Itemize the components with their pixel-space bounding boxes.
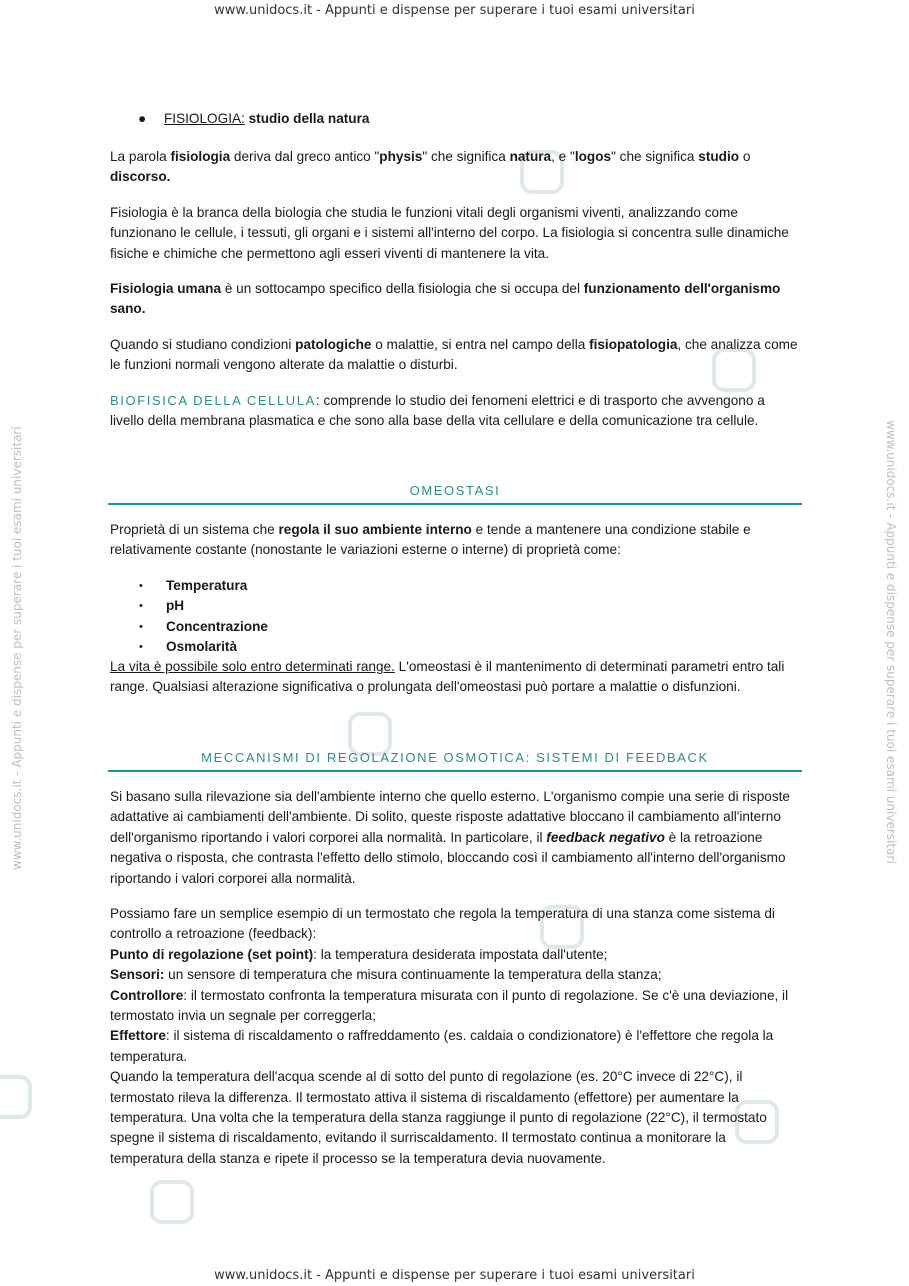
list-item: • Concentrazione	[138, 617, 538, 637]
list-item: • pH	[138, 596, 538, 616]
fisiologia-subtitle: studio della natura	[244, 111, 370, 126]
bullet-icon: ●	[138, 111, 147, 126]
section-divider	[108, 770, 802, 772]
section-divider	[108, 503, 802, 505]
paragraph-definition: Fisiologia è la branca della biologia che studia le funzioni vitali degli organismi viventi, analizzando come funzionano le cellule, i tessuti, gli organi e i sistemi all'interno del corpo. La fisiologia si concentra sulle dinamiche fisiche e chimiche che permettono agli esseri viventi di mantenere la vita.	[110, 205, 789, 261]
paragraph-closing: Quando la temperatura dell'acqua scende al di sotto del punto di regolazione (es. 20°C invece di 22°C), il termostato rileva la differenza. Il termostato attiva il sistema di riscaldamento (effettore) per aumentare la temperatura. Una volta che la temperatura della stanza raggiunge il punto di regolazione (22°C), il termostato spegne il sistema di riscaldamento, evitando il surriscaldamento. Il termostato continua a monitorare la temperatura della stanza e ripete il processo se la temperatura devia nuovamente.	[110, 1069, 767, 1166]
paragraph-etymology: La parola fisiologia deriva dal greco antico "physis" che significa natura, e "logos" che significa studio o discorso.	[110, 149, 751, 185]
paragraph-human-physiology: Fisiologia umana è un sottocampo specifico della fisiologia che si occupa del funzionamento dell'organismo sano.	[110, 281, 781, 317]
paragraph-pathophysiology: Quando si studiano condizioni patologiche o malattie, si entra nel campo della fisiopatologia, che analizza come le funzioni normali vengono alterate da malattie o disturbi.	[110, 337, 798, 373]
paragraph-feedback-intro: Si basano sulla rilevazione sia dell'ambiente interno che quello esterno. L'organismo compie una serie di risposte adattative ai cambiamenti dell'ambiente. Di solito, queste risposte adattative bloccano il cambiamento all'interno dell'organismo riportando i valori corporei alla normalità. In particolare, il feedback negativo è la retroazione negativa o risposta, che contrasta l'effetto dello stimolo, bloccando così il cambiamento all'interno dell'organismo riportando i valori corporei alla normalità.	[110, 789, 790, 886]
list-item: • Osmolarità	[138, 637, 538, 657]
section-title-omeostasi: OMEOSTASI	[409, 483, 501, 498]
def-set-point: Punto di regolazione (set point): la temperatura desiderata impostata dall'utente;	[110, 946, 608, 962]
watermark-side-left: www.unidocs.it - Appunti e dispense per superare i tuoi esami universitari	[10, 426, 24, 870]
watermark-side-right: www.unidocs.it - Appunti e dispense per superare i tuoi esami universitari	[884, 420, 898, 864]
watermark-footer: www.unidocs.it - Appunti e dispense per superare i tuoi esami universitari	[214, 1268, 695, 1283]
def-effettore: Effettore: il sistema di riscaldamento o raffreddamento (es. caldaia o condizionatore) è l'effettore che regola la temperatura.	[110, 1028, 774, 1064]
def-sensori: Sensori: un sensore di temperatura che misura continuamente la temperatura della stanza;	[110, 967, 662, 983]
biofisica-heading: BIOFISICA DELLA CELLULA	[110, 393, 316, 408]
paragraph-omeostasi-intro: Proprietà di un sistema che regola il suo ambiente interno e tende a mantenere una condizione stabile e relativamente costante (nonostante le variazioni esterne o interne) di proprietà come:	[110, 522, 751, 558]
watermark-header: www.unidocs.it - Appunti e dispense per superare i tuoi esami universitari	[214, 3, 695, 18]
section-title-feedback: MECCANISMI DI REGOLAZIONE OSMOTICA: SISTEMI DI FEEDBACK	[201, 750, 709, 765]
watermark-logo-icon	[150, 1180, 194, 1224]
def-controllore: Controllore: il termostato confronta la temperatura misurata con il punto di regolazione. Se c'è una deviazione, il termostato invia un segnale per correggerla;	[110, 987, 789, 1024]
list-item: • Temperatura	[138, 576, 538, 596]
omeostasi-list	[138, 576, 538, 658]
paragraph-biofisica: BIOFISICA DELLA CELLULA: comprende lo studio dei fenomeni elettrici e di trasporto che avvengono a livello della membrana plasmatica e che sono alla base della vita cellulare e della comunicazione tra cellule.	[110, 393, 765, 429]
paragraph-thermostat: Possiamo fare un semplice esempio di un termostato che regola la temperatura di una stanza come sistema di controllo a retroazione (feedback): Punto di regolazione (set point): la temperatura desiderata impostata dall'utente; Sensori: un sensore di temperatura che misura continuamente la temperatura della stanza; Controllore: il termostato confronta la temperatura misurata con il punto di regolazione. Se c'è una deviazione, il termostato invia un segnale per correggerla; Effettore: il sistema di riscaldamento o raffreddamento (es. caldaia o condizionatore) è l'effettore che regola la temperatura. Quando la temperatura dell'acqua scende al di sotto del punto di regolazione (es. 20°C invece di 22°C), il termostato rileva la differenza. Il termostato attiva il sistema di riscaldamento (effettore) per aumentare la temperatura. Una volta che la temperatura della stanza raggiunge il punto di regolazione (22°C), il termostato spegne il sistema di riscaldamento, evitando il surriscaldamento. Il termostato continua a monitorare la temperatura della stanza e ripete il processo se la temperatura devia nuovamente.	[110, 904, 802, 1169]
paragraph-range: La vita è possibile solo entro determinati range. L'omeostasi è il mantenimento di determinati parametri entro tali range. Qualsiasi alterazione significativa o prolungata dell'omeostasi può portare a malattie o disfunzioni.	[110, 659, 785, 695]
fisiologia-label: FISIOLOGIA:	[164, 111, 245, 126]
watermark-logo-icon	[0, 1075, 32, 1119]
